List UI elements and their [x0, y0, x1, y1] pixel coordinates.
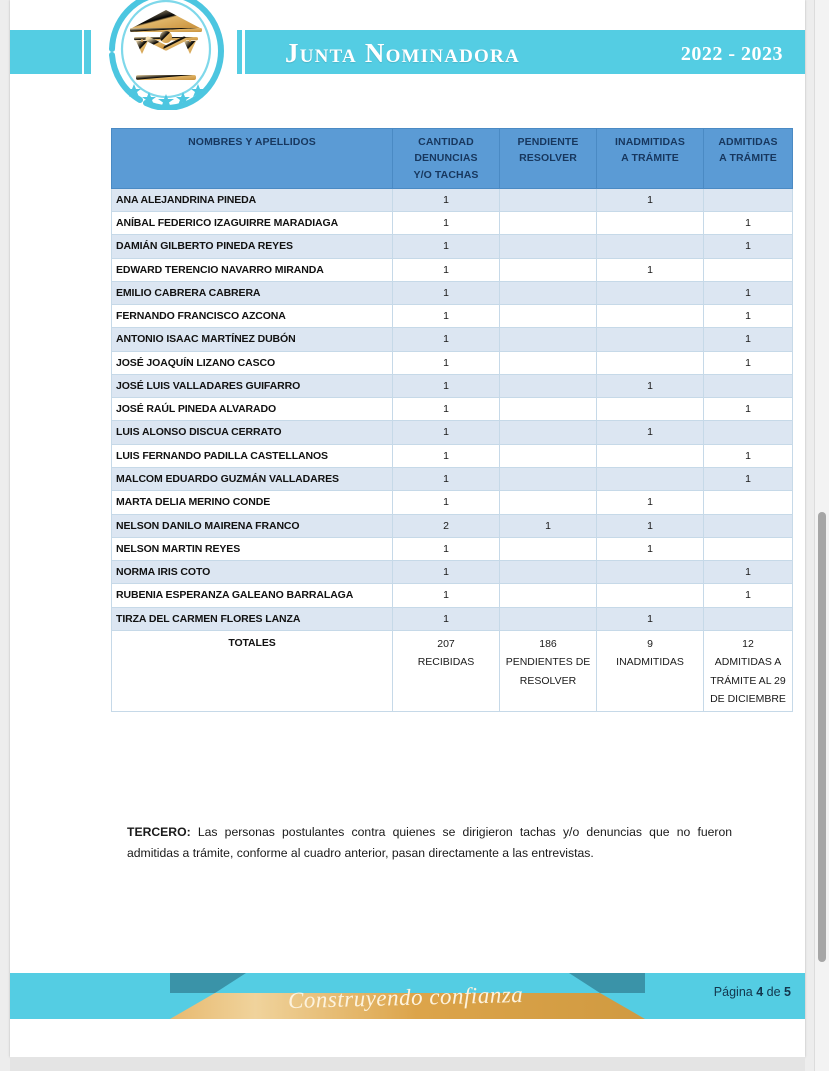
cell-cantidad: 1 [393, 537, 500, 560]
cell-nombre: JOSÉ JOAQUÍN LIZANO CASCO [112, 351, 393, 374]
cell-inadmitidas [597, 328, 704, 351]
column-header-nombres [112, 129, 393, 189]
cell-nombre: MALCOM EDUARDO GUZMÁN VALLADARES [112, 467, 393, 490]
cell-pendiente [500, 421, 597, 444]
cell-admitidas: 1 [704, 281, 793, 304]
cell-pendiente [500, 258, 597, 281]
table-row [112, 421, 793, 444]
cell-pendiente [500, 561, 597, 584]
page-footer [10, 965, 805, 1027]
cell-cantidad: 1 [393, 281, 500, 304]
cell-nombre: ANA ALEJANDRINA PINEDA [112, 188, 393, 211]
cell-nombre: ANTONIO ISAAC MARTÍNEZ DUBÓN [112, 328, 393, 351]
cell-cantidad: 1 [393, 421, 500, 444]
column-header-line: A TRÁMITE [621, 152, 679, 165]
cell-nombre: MARTA DELIA MERINO CONDE [112, 491, 393, 514]
cell-cantidad: 2 [393, 514, 500, 537]
cell-nombre: NELSON MARTIN REYES [112, 537, 393, 560]
cell-cantidad: 1 [393, 235, 500, 258]
page-bottom-edge [10, 1057, 805, 1071]
cell-nombre: RUBENIA ESPERANZA GALEANO BARRALAGA [112, 584, 393, 607]
cell-admitidas: 1 [704, 212, 793, 235]
cell-admitidas: 1 [704, 328, 793, 351]
cell-nombre: NORMA IRIS COTO [112, 561, 393, 584]
totals-pendiente [500, 630, 597, 712]
column-header-line: RESOLVER [519, 152, 577, 165]
totals-pendiente-value: 186 [539, 637, 557, 650]
table-row [112, 374, 793, 397]
totals-inadmitidas [597, 630, 704, 712]
totals-admitidas-value: 12 [742, 637, 754, 650]
cell-pendiente [500, 607, 597, 630]
column-header-line: INADMITIDAS [615, 136, 685, 148]
cell-inadmitidas [597, 444, 704, 467]
footer-page-prefix: Página [713, 985, 753, 999]
cell-pendiente [500, 328, 597, 351]
cell-nombre: DAMIÁN GILBERTO PINEDA REYES [112, 235, 393, 258]
cell-admitidas [704, 374, 793, 397]
cell-admitidas: 1 [704, 584, 793, 607]
totals-inadmitidas-value: 9 [647, 637, 653, 650]
cell-pendiente [500, 188, 597, 211]
cell-inadmitidas [597, 305, 704, 328]
totals-pendiente-label: PENDIENTES DE RESOLVER [505, 656, 591, 687]
totals-inadmitidas-label: INADMITIDAS [616, 656, 684, 669]
table-row [112, 537, 793, 560]
cell-inadmitidas [597, 467, 704, 490]
cell-pendiente [500, 305, 597, 328]
column-header-inadmitidas [597, 129, 704, 189]
cell-nombre: ANÍBAL FEDERICO IZAGUIRRE MARADIAGA [112, 212, 393, 235]
table-row [112, 467, 793, 490]
table-row [112, 491, 793, 514]
cell-pendiente [500, 491, 597, 514]
footer-page-current: 4 [756, 985, 764, 999]
totals-cantidad-value: 207 [437, 637, 455, 650]
table-row [112, 212, 793, 235]
table-row [112, 444, 793, 467]
cell-pendiente [500, 281, 597, 304]
cell-cantidad: 1 [393, 258, 500, 281]
totals-label: TOTALES [112, 630, 393, 712]
cell-inadmitidas: 1 [597, 537, 704, 560]
vertical-scrollbar-thumb[interactable] [818, 512, 826, 962]
totals-cantidad-label: RECIBIDAS [417, 656, 475, 669]
cell-cantidad: 1 [393, 351, 500, 374]
paragraph-body: Las personas postulantes contra quienes se dirigieron tachas y/o denuncias que no fueron admitidas a trámite, conforme al cuadro anterior, pasan directamente a las entrevistas. [127, 825, 732, 861]
page-header [10, 0, 805, 110]
cell-nombre: EDWARD TERENCIO NAVARRO MIRANDA [112, 258, 393, 281]
cell-pendiente [500, 374, 597, 397]
column-header-line: Y/O TACHAS [413, 168, 479, 181]
table-row [112, 188, 793, 211]
footer-slogan: Construyendo confianza [287, 981, 524, 1014]
column-header-line: DENUNCIAS [414, 152, 478, 165]
cell-cantidad: 1 [393, 491, 500, 514]
table-row [112, 607, 793, 630]
cell-nombre: EMILIO CABRERA CABRERA [112, 281, 393, 304]
table-totals-row [112, 630, 793, 712]
table-row [112, 514, 793, 537]
cell-cantidad: 1 [393, 444, 500, 467]
cell-cantidad: 1 [393, 305, 500, 328]
footer-page-total: 5 [784, 985, 791, 999]
table-body [112, 188, 793, 712]
cell-admitidas [704, 607, 793, 630]
table-row [112, 351, 793, 374]
cell-cantidad: 1 [393, 374, 500, 397]
totals-cantidad [393, 630, 500, 712]
cell-nombre: LUIS ALONSO DISCUA CERRATO [112, 421, 393, 444]
paragraph-lead: TERCERO: [127, 825, 191, 839]
cell-cantidad: 1 [393, 607, 500, 630]
cell-inadmitidas: 1 [597, 421, 704, 444]
cell-admitidas: 1 [704, 398, 793, 421]
cell-admitidas: 1 [704, 235, 793, 258]
cell-admitidas: 1 [704, 351, 793, 374]
cell-nombre: TIRZA DEL CARMEN FLORES LANZA [112, 607, 393, 630]
cell-inadmitidas: 1 [597, 491, 704, 514]
cell-inadmitidas [597, 235, 704, 258]
column-header-line: A TRÁMITE [719, 152, 777, 165]
cell-inadmitidas: 1 [597, 188, 704, 211]
paragraph-tercero [127, 822, 732, 865]
table-row [112, 398, 793, 421]
cell-cantidad: 1 [393, 188, 500, 211]
table-row [112, 235, 793, 258]
cell-admitidas: 1 [704, 305, 793, 328]
cell-pendiente [500, 398, 597, 421]
cell-inadmitidas [597, 398, 704, 421]
table-row [112, 281, 793, 304]
table-row [112, 258, 793, 281]
cell-admitidas: 1 [704, 467, 793, 490]
cell-admitidas: 1 [704, 444, 793, 467]
denuncias-table-container [111, 128, 786, 712]
footer-page-middle: de [766, 985, 781, 999]
cell-pendiente [500, 212, 597, 235]
cell-pendiente [500, 584, 597, 607]
cell-admitidas [704, 514, 793, 537]
scales-of-justice-emblem-icon [96, 0, 236, 110]
header-years: 2022 - 2023 [680, 43, 783, 65]
cell-nombre: FERNANDO FRANCISCO AZCONA [112, 305, 393, 328]
cell-cantidad: 1 [393, 398, 500, 421]
column-header-admitidas [704, 129, 793, 189]
cell-inadmitidas [597, 561, 704, 584]
totals-admitidas-label: ADMITIDAS A TRÁMITE AL 29 DE DICIEMBRE [710, 656, 786, 705]
cell-cantidad: 1 [393, 561, 500, 584]
table-header-row [112, 129, 793, 189]
table-head [112, 129, 793, 189]
cell-inadmitidas [597, 212, 704, 235]
table-row [112, 328, 793, 351]
header-band-right-tick [237, 30, 242, 74]
cell-inadmitidas: 1 [597, 374, 704, 397]
cell-cantidad: 1 [393, 584, 500, 607]
cell-admitidas [704, 491, 793, 514]
header-title: Junta Nominadora [285, 38, 520, 68]
cell-admitidas [704, 421, 793, 444]
footer-page-number [714, 985, 791, 999]
cell-pendiente [500, 235, 597, 258]
column-header-pendiente [500, 129, 597, 189]
cell-inadmitidas [597, 351, 704, 374]
cell-pendiente: 1 [500, 514, 597, 537]
cell-nombre: JOSÉ LUIS VALLADARES GUIFARRO [112, 374, 393, 397]
cell-admitidas: 1 [704, 561, 793, 584]
table-row [112, 305, 793, 328]
cell-nombre: NELSON DANILO MAIRENA FRANCO [112, 514, 393, 537]
cell-pendiente [500, 444, 597, 467]
cell-inadmitidas [597, 584, 704, 607]
cell-inadmitidas [597, 281, 704, 304]
table-row [112, 584, 793, 607]
cell-nombre: JOSÉ RAÚL PINEDA ALVARADO [112, 398, 393, 421]
totals-admitidas [704, 630, 793, 712]
cell-admitidas [704, 258, 793, 281]
cell-cantidad: 1 [393, 467, 500, 490]
vertical-scrollbar-track[interactable] [814, 0, 829, 1071]
table-row [112, 561, 793, 584]
column-header-cantidad [393, 129, 500, 189]
cell-admitidas [704, 537, 793, 560]
document-page [10, 0, 805, 1057]
cell-pendiente [500, 467, 597, 490]
cell-pendiente [500, 351, 597, 374]
column-header-line: PENDIENTE [517, 136, 579, 148]
column-header-line: NOMBRES Y APELLIDOS [188, 136, 316, 148]
cell-cantidad: 1 [393, 212, 500, 235]
cell-inadmitidas: 1 [597, 258, 704, 281]
column-header-line: CANTIDAD [418, 136, 474, 148]
cell-inadmitidas: 1 [597, 514, 704, 537]
cell-cantidad: 1 [393, 328, 500, 351]
header-band-left-tick [84, 30, 91, 74]
denuncias-table [111, 128, 793, 712]
cell-nombre: LUIS FERNANDO PADILLA CASTELLANOS [112, 444, 393, 467]
cell-pendiente [500, 537, 597, 560]
header-band-left [10, 30, 82, 74]
cell-admitidas [704, 188, 793, 211]
column-header-line: ADMITIDAS [718, 136, 778, 148]
cell-inadmitidas: 1 [597, 607, 704, 630]
